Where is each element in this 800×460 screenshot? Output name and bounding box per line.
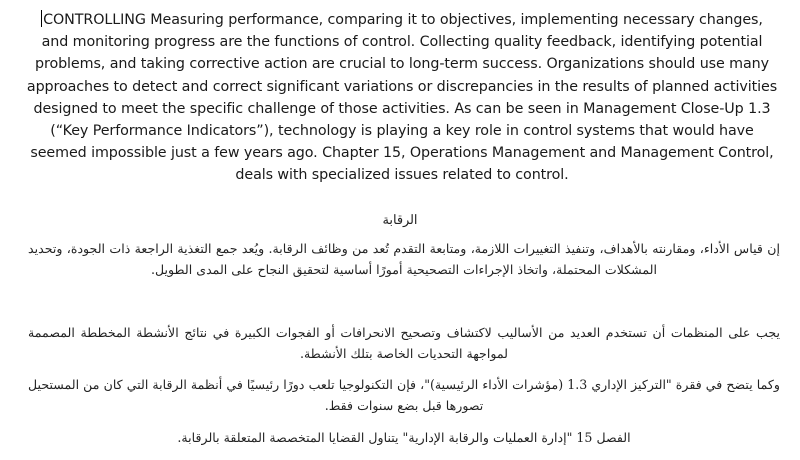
- arabic-paragraph-3: وكما يتضح في فقرة "التركيز الإداري 1.3 (مؤشرات الأداء الرئيسية)"، فإن التكنولوجيا تلعب دورًا رئيسيًا في أنظمة الرقابة التي كان من المستحيل تصورها قبل بضع سنوات فقط.: [28, 377, 780, 413]
- text-cursor: [41, 10, 42, 27]
- english-paragraph: [26, 9, 778, 187]
- arabic-paragraph-1: إن قياس الأداء، ومقارنته بالأهداف، وتنفيذ التغييرات اللازمة، ومتابعة التقدم تُعد من وظائف الرقابة. ويُعد جمع التغذية الراجعة ذات الجودة، وتحديد المشكلات المحتملة، واتخاذ الإجراءات التصحيحية أمورًا أساسية لتحقيق النجاح على المدى الطويل.: [28, 241, 780, 277]
- english-paragraph-text: CONTROLLING Measuring performance, comparing it to objectives, implementing necessary changes, and monitoring progress are the functions of control. Collecting quality feedback, identifying potential problems, and taking corrective action are crucial to long-term success. Organizations should use many approaches to detect and correct significant variations or discrepancies in the results of planned activities designed to meet the specific challenge of those activities. As can be seen in Management Close-Up 1.3 (“Key Performance Indicators”), technology is playing a key role in control systems that would have seemed impossible just a few years ago. Chapter 15, Operations Management and Management Control, deals with specialized issues related to control.: [26, 12, 778, 184]
- arabic-paragraph-4: الفصل 15 "إدارة العمليات والرقابة الإدارية" يتناول القضايا المتخصصة المتعلقة بالرقابة.: [177, 430, 631, 445]
- arabic-title: الرقابة: [382, 213, 418, 228]
- arabic-paragraph-2: يجب على المنظمات أن تستخدم العديد من الأساليب لاكتشاف وتصحيح الانحرافات أو الفجوات الكبيرة في نتائج الأنشطة المخططة المصممة لمواجهة التحديات الخاصة بتلك الأنشطة.: [28, 325, 780, 361]
